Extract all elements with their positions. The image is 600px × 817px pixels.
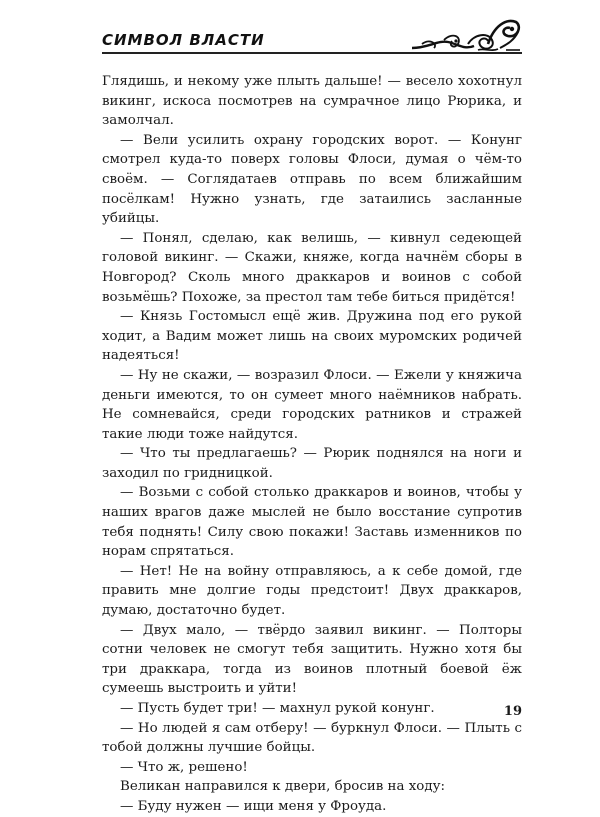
header-rule <box>102 52 522 54</box>
page-header <box>102 14 522 54</box>
paragraph: — Что ты предлагаешь? — Рюрик поднялся на ноги и заходил по гридницкой. <box>102 446 522 481</box>
running-title: СИМВОЛ ВЛАСТИ <box>102 31 265 49</box>
paragraph: — Двух мало, — твёрдо заявил викинг. — Полторы сотни человек не смогут тебя защитить. Нужно хотя бы три драккара, тогда из воинов плотный боевой ёж сумеешь выстроить и уйти! <box>102 622 522 697</box>
paragraph: Глядишь, и некому уже плыть дальше! — весело хохотнул викинг, искоса посмотрев на сумрачное лицо Рюрика, и замолчал. <box>102 74 522 129</box>
paragraph: — Возьми с собой столько драккаров и воинов, чтобы у наших врагов даже мыслей не было восстание супротив тебя поднять! Силу свою покажи! Заставь изменников по норам спрятаться. <box>102 485 522 560</box>
paragraph: — Нет! Не на войну отправляюсь, а к себе домой, где править мне долгие годы предстоит! Двух драккаров, думаю, достаточно будет. <box>102 563 522 619</box>
paragraph: — Князь Гостомысл ещё жив. Дружина под его рукой ходит, а Вадим может лишь на своих муромских родичей надеяться! <box>102 309 522 364</box>
paragraph: — Что ж, решено! <box>120 759 248 775</box>
paragraph: — Вели усилить охрану городских ворот. — Конунг смотрел куда-то поверх головы Флоси, думая о чём-то своём. — Соглядатаев отправь по всем ближайшим посёлкам! Нужно узнать, где затаились засланные убийцы. <box>102 132 522 227</box>
paragraph: — Ну не скажи, — возразил Флоси. — Ежели у княжича деньги имеются, то он сумеет много наёмников набрать. Не сомневайся, среди городских ратников и стражей такие люди тоже найдутся. <box>102 367 522 442</box>
paragraph: Великан направился к двери, бросив на ходу: <box>120 779 445 795</box>
paragraph: — Пусть будет три! — махнул рукой конунг. <box>120 701 435 716</box>
celtic-knot-ornament-icon <box>408 14 522 54</box>
page-number: 19 <box>503 704 522 719</box>
paragraph: — Понял, сделаю, как велишь, — кивнул седеющей головой викинг. — Скажи, княже, когда начнём сборы в Новгород? Сколь много драккаров и воинов с собой возьмёшь? Похоже, за престол там тебе биться придётся! <box>102 230 522 305</box>
paragraph: — Но людей я сам отберу! — буркнул Флоси. — Плыть с тобой должны лучшие бойцы. <box>102 720 522 756</box>
body-text <box>102 72 522 817</box>
paragraph: — Буду нужен — ищи меня у Фроуда. <box>120 798 387 814</box>
